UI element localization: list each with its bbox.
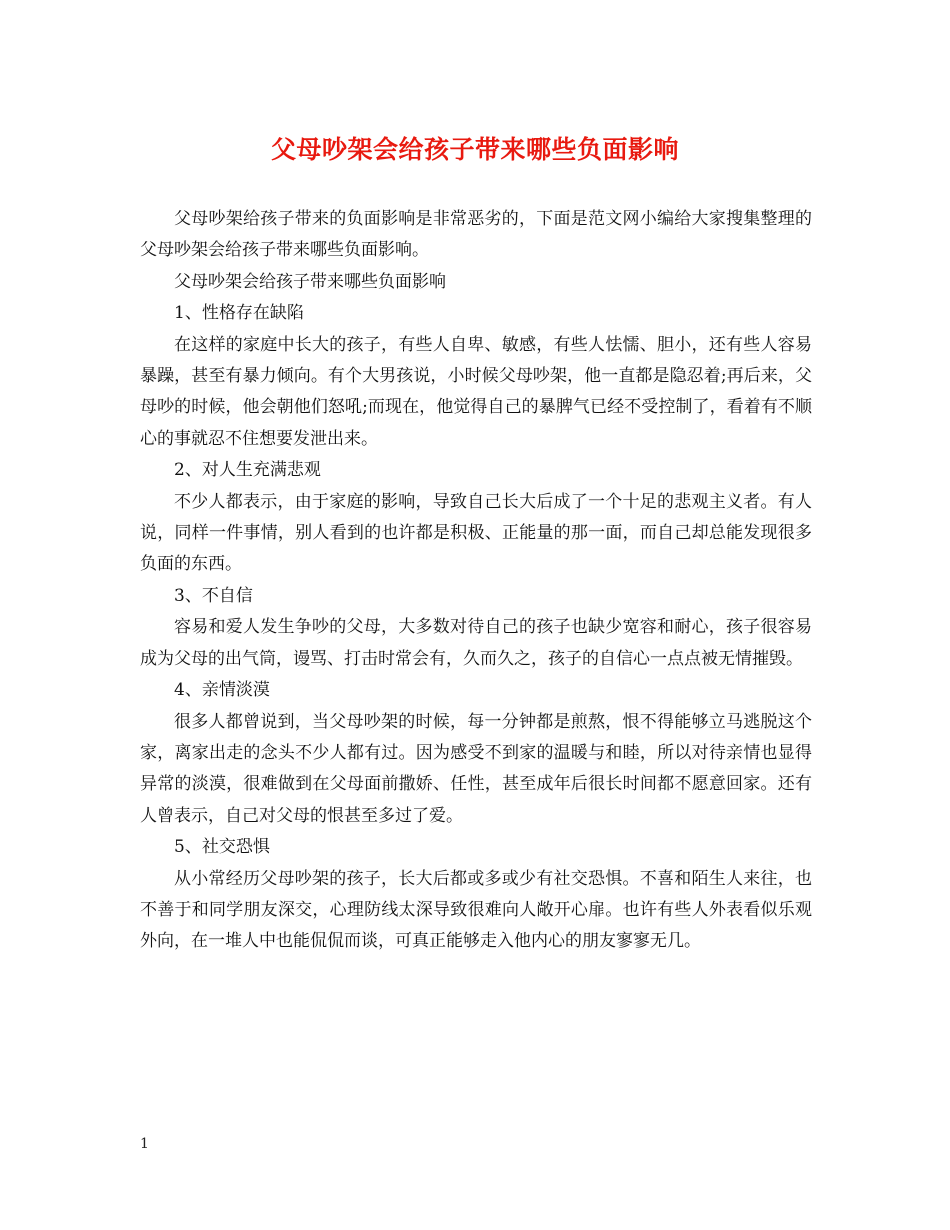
section-body-2: 不少人都表示，由于家庭的影响，导致自己长大后成了一个十足的悲观主义者。有人说，同样一件事情，别人看到的也许都是积极、正能量的那一面，而自己却总能发现很多负面的东西。 bbox=[140, 491, 812, 575]
intro-paragraph: 父母吵架给孩子带来的负面影响是非常恶劣的，下面是范文网小编给大家搜集整理的父母吵架会给孩子带来哪些负面影响。 bbox=[140, 209, 812, 261]
document-body bbox=[140, 204, 812, 958]
section-heading-3: 3、不自信 bbox=[174, 585, 253, 606]
section-heading-4: 4、亲情淡漠 bbox=[174, 680, 270, 701]
section-heading-1: 1、性格存在缺陷 bbox=[174, 303, 304, 324]
section-body-3: 容易和爱人发生争吵的父母，大多数对待自己的孩子也缺少宽容和耐心，孩子很容易成为父母的出气筒，谩骂、打击时常会有，久而久之，孩子的自信心一点点被无情摧毁。 bbox=[140, 617, 812, 669]
section-heading-2: 2、对人生充满悲观 bbox=[174, 460, 321, 481]
section-body-4: 很多人都曾说到，当父母吵架的时候，每一分钟都是煎熬，恨不得能够立马逃脱这个家，离家出走的念头不少人都有过。因为感受不到家的温暖与和睦，所以对待亲情也显得异常的淡漠，很难做到在父母面前撒娇、任性，甚至成年后很长时间都不愿意回家。还有人曾表示，自己对父母的恨甚至多过了爱。 bbox=[140, 711, 812, 826]
subtitle-paragraph: 父母吵架会给孩子带来哪些负面影响 bbox=[174, 271, 446, 292]
page-number: 1 bbox=[140, 1136, 149, 1152]
section-body-1: 在这样的家庭中长大的孩子，有些人自卑、敏感，有些人怯懦、胆小，还有些人容易暴躁，甚至有暴力倾向。有个大男孩说，小时候父母吵架，他一直都是隐忍着;再后来，父母吵的时候，他会朝他们怒吼;而现在，他觉得自己的暴脾气已经不受控制了，看着有不顺心的事就忍不住想要发泄出来。 bbox=[140, 334, 812, 449]
section-body-5: 从小常经历父母吵架的孩子，长大后都或多或少有社交恐惧。不喜和陌生人来往，也不善于和同学朋友深交，心理防线太深导致很难向人敞开心扉。也许有些人外表看似乐观外向，在一堆人中也能侃侃而谈，可真正能够走入他内心的朋友寥寥无几。 bbox=[140, 868, 812, 952]
section-heading-5: 5、社交恐惧 bbox=[174, 837, 270, 858]
document-title: 父母吵架会给孩子带来哪些负面影响 bbox=[270, 135, 679, 164]
